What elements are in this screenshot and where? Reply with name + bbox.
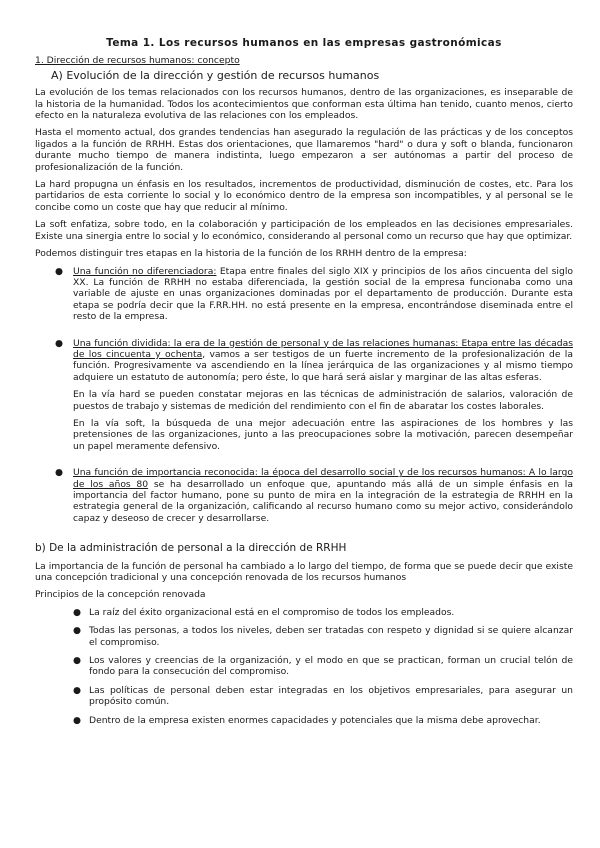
- paragraph-6: La importancia de la función de personal ha cambiado a lo largo del tiempo, de forma que se puede decir que existe una concepción tradicional y una concepción renovada de los recursos humanos: [35, 560, 573, 584]
- paragraph-4: La soft enfatiza, sobre todo, en la colaboración y participación de los empleados en las decisiones empresariales. Existe una sinergia entre lo social y lo económico, considerando al personal como un recurso que hay que optimizar.: [35, 219, 573, 242]
- paragraph-5: Podemos distinguir tres etapas en la historia de la función de los RRHH dentro de la empresa:: [35, 248, 467, 260]
- bullet-icon: ●: [73, 684, 82, 696]
- bullet-icon: ●: [55, 265, 64, 277]
- paragraph-7: Principios de la concepción renovada: [35, 589, 206, 601]
- principles-list: [35, 607, 573, 726]
- bullet-icon: ●: [73, 625, 82, 637]
- stage-extra-hard: En la vía hard se pueden constatar mejoras en las técnicas de administración de salarios, valoración de puestos de trabajo y sistemas de medición del rendimiento con el fin de abaratar los costes laborales.: [73, 389, 573, 412]
- list-item: [35, 715, 573, 726]
- list-item: [35, 685, 573, 708]
- paragraph-3: La hard propugna un énfasis en los resultados, incrementos de productividad, disminución de costes, etc. Para los partidarios de esta corriente lo social y lo económico dentro de la empresa son incompatibles, y al personal se le concibe como un coste que hay que reducir al mínimo.: [35, 179, 573, 213]
- principle-text: La raíz del éxito organizacional está en el compromiso de todos los empleados.: [89, 606, 455, 618]
- stage-extra-soft: En la vía soft, la búsqueda de una mejor adecuación entre las aspiraciones de los hombres y las pretensiones de las organizaciones, junto a las preocupaciones sobre la motivación, parecen desempeñar un papel meramente defensivo.: [73, 417, 573, 452]
- bullet-icon: ●: [73, 655, 82, 667]
- bullet-icon: ●: [55, 337, 64, 349]
- subsection-heading-a: A) Evolución de la dirección y gestión de recursos humanos: [51, 68, 380, 82]
- bullet-icon: ●: [73, 714, 82, 726]
- subsection-heading-b: b) De la administración de personal a la dirección de RRHH: [35, 542, 347, 555]
- list-item: [35, 655, 573, 678]
- paragraph-2: Hasta el momento actual, dos grandes tendencias han asegurado la regulación de las prácticas y de los conceptos ligados a la función de RRHH. Estas dos orientaciones, que llamaremos "hard" o dura y soft o blanda, funcionaron durante mucho tiempo de manera indistinta, luego empezaron a ser autónomas a partir del proceso de profesionalización de la función.: [35, 127, 573, 173]
- stage-text: se ha desarrollado un enfoque que, apuntando más allá de un simple énfasis en la importancia del factor humano, pone su punto de mira en la integración de la estrategia de RRHH en la estrategia general de la organización, calificando al recurso humano como su mejor activo, considerándolo capaz y deseoso de crecer y desarrollarse.: [73, 478, 573, 524]
- stage-lead: Una función de importancia reconocida: la época del desarrollo social y de los recursos humanos: A lo largo de los años 80: [73, 467, 573, 490]
- paragraph-1: La evolución de los temas relacionados con los recursos humanos, dentro de las organizaciones, es inseparable de la historia de la humanidad. Todos los acontecimientos que conforman esta última han tenido, cuanto menos, cierto efecto en la naturaleza evolutiva de las relaciones con los empleados.: [35, 87, 573, 122]
- list-item: [35, 467, 573, 524]
- stages-list: [35, 266, 573, 525]
- principle-text: Todas las personas, a todos los niveles, deben ser tratadas con respeto y dignidad si se quiere alcanzar el compromiso.: [89, 625, 573, 648]
- bullet-icon: ●: [73, 606, 82, 618]
- principle-text: Las políticas de personal deben estar integradas en los objetivos empresariales, para asegurar un propósito común.: [89, 684, 573, 708]
- bullet-icon: ●: [55, 467, 64, 479]
- principle-text: Dentro de la empresa existen enormes capacidades y potenciales que la misma debe aprovechar.: [89, 714, 541, 726]
- principle-text: Los valores y creencias de la organización, y el modo en que se practican, forman un crucial telón de fondo para la consecución del compromiso.: [89, 655, 573, 678]
- list-item: [35, 266, 573, 323]
- document-title: Tema 1. Los recursos humanos en las empresas gastronómicas: [106, 37, 502, 49]
- list-item: [35, 338, 573, 453]
- stage-lead: Una función no diferenciadora:: [73, 265, 217, 277]
- stage-lead: Una función dividida: la era de la gestión de personal y de las relaciones humanas: Etapa entre las décadas de los cincuenta y ochenta: [73, 337, 573, 360]
- list-item: [35, 607, 573, 618]
- list-item: [35, 625, 573, 648]
- stage-text: Etapa entre finales del siglo XIX y principios de los años cincuenta del siglo XX. La función de RRHH no estaba diferenciada, la gestión social de la empresa funcionaba como una variable de ajuste en unas organizaciones dominadas por el departamento de producción. Durante esta etapa se podría decir que la F.RR.HH. no está presente en la empresa, encontrándose diseminada entre el resto de la empresa.: [73, 265, 573, 323]
- section-heading-1: 1. Dirección de recursos humanos: concepto: [35, 55, 240, 67]
- stage-text: , vamos a ser testigos de un fuerte incremento de la profesionalización de la función. Progresivamente va ascendiendo en la línea jerárquica de las organizaciones y al mismo tiempo adquiere un estatuto de autonomía; pero éste, lo que hará será aislar y marginar de las altas esferas.: [73, 348, 573, 383]
